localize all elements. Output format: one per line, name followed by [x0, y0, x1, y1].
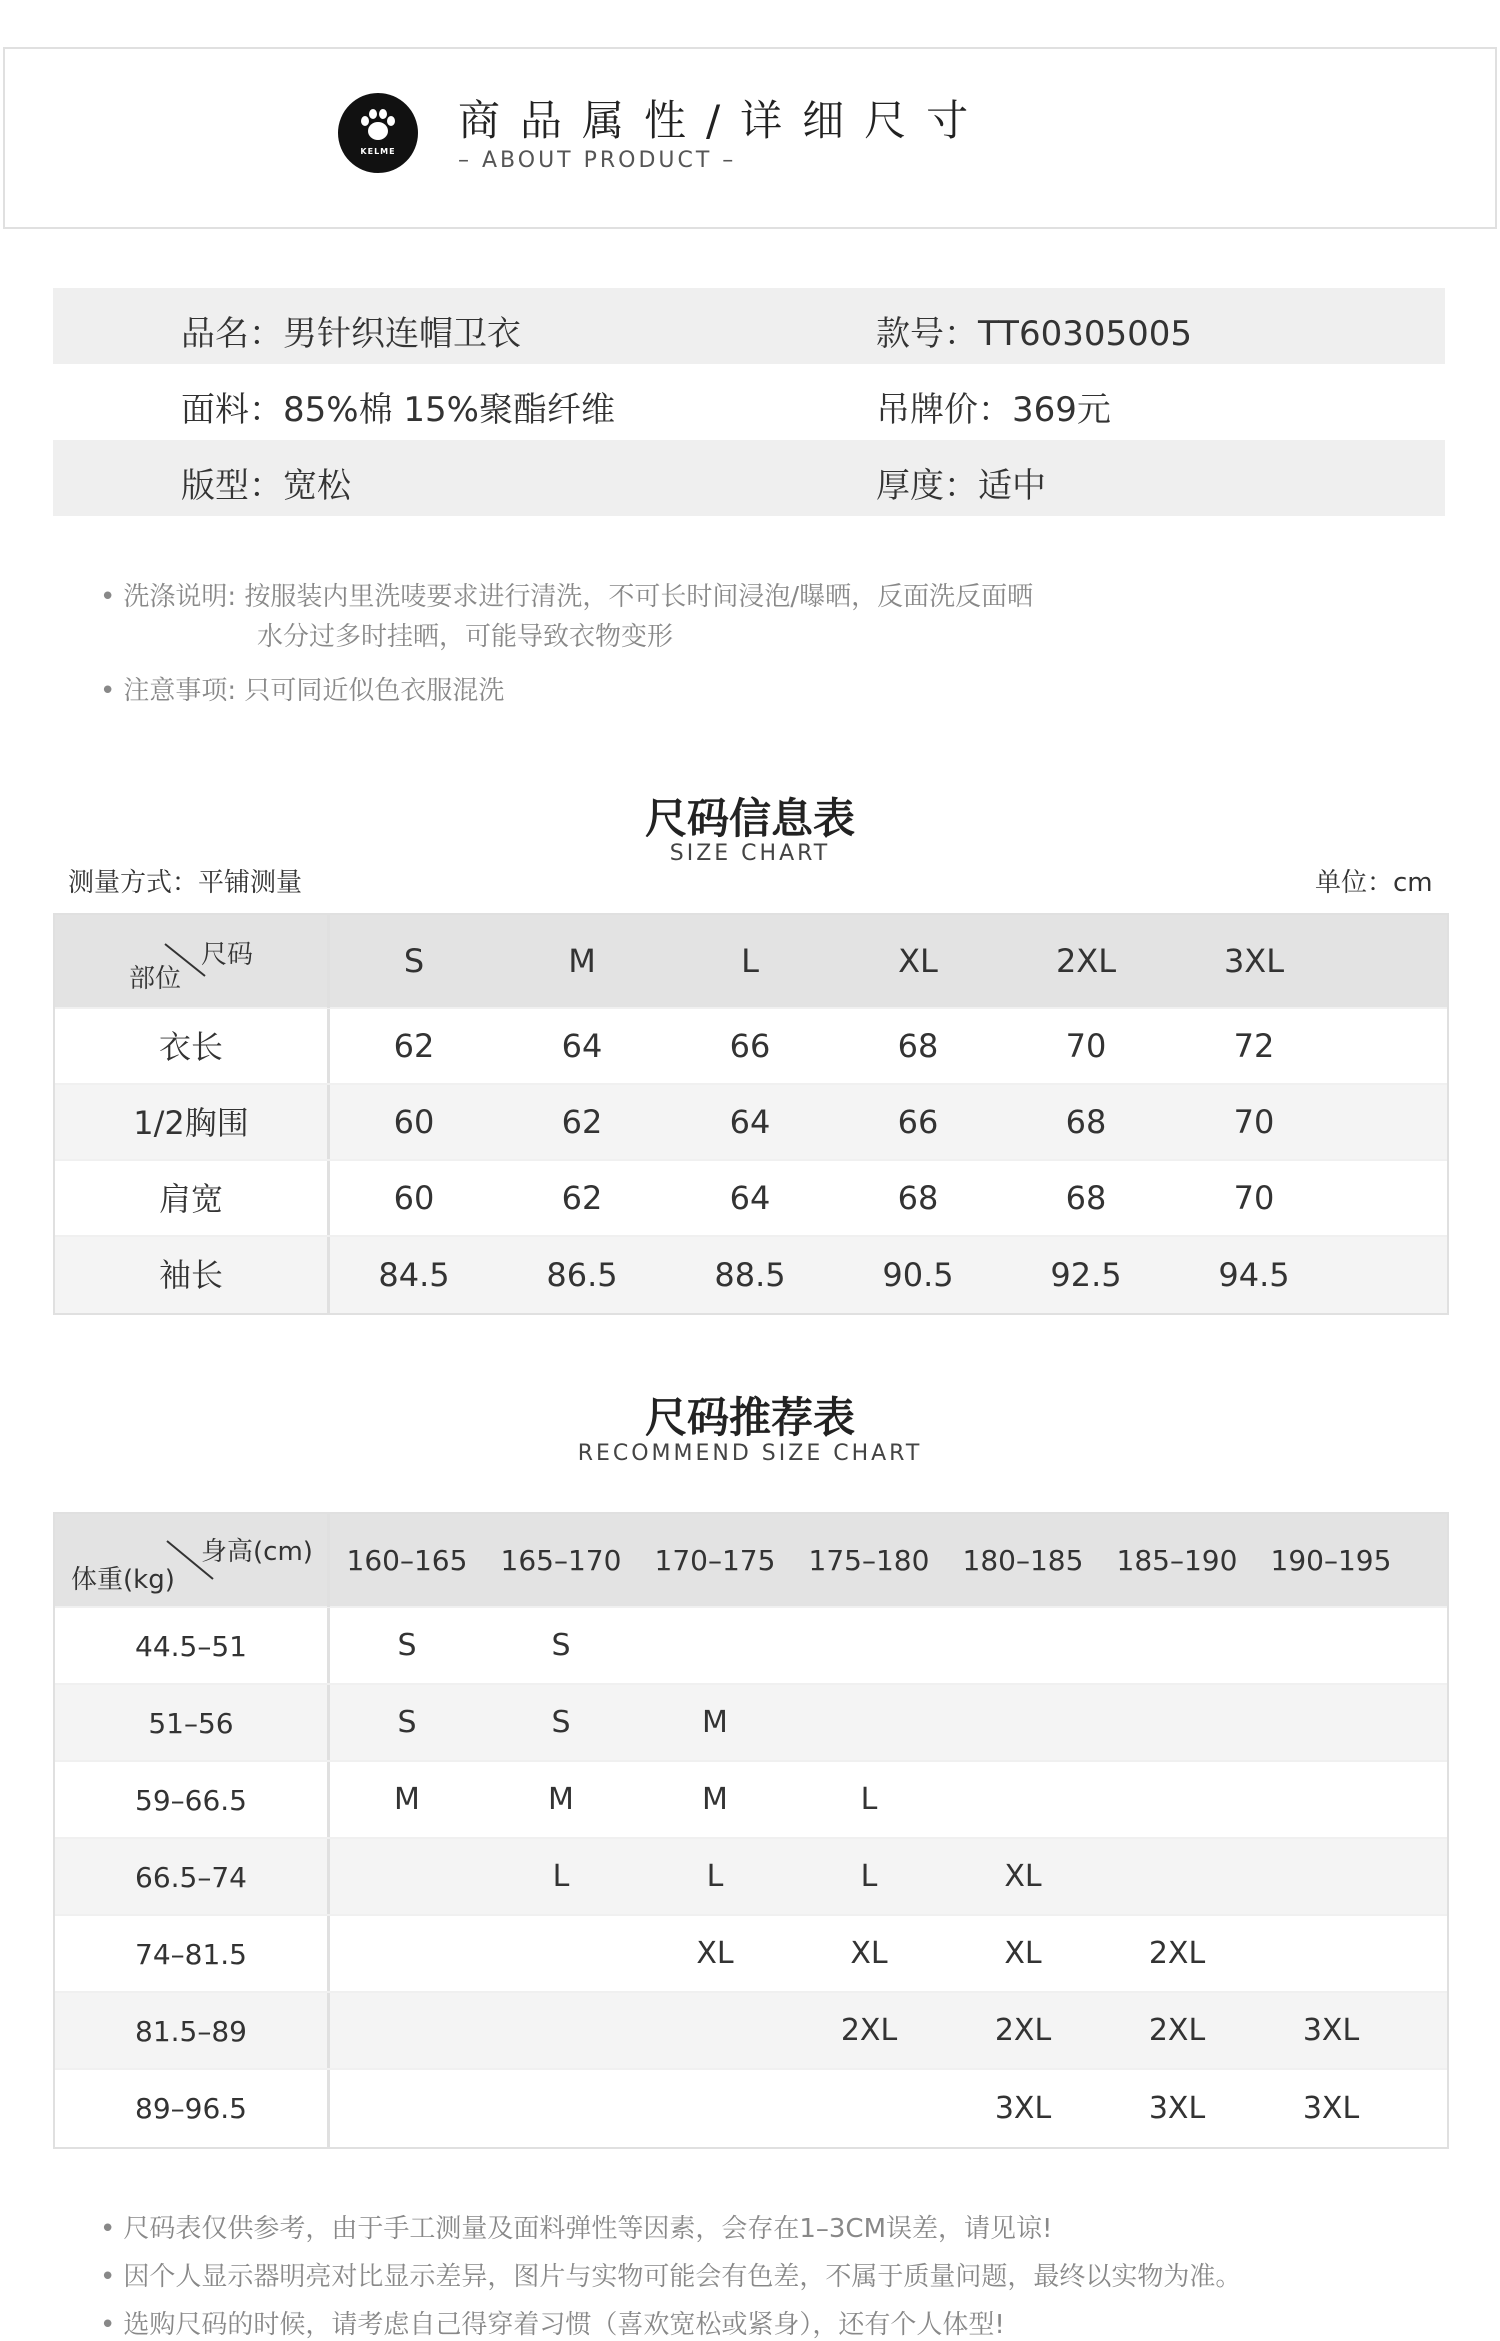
corner-cell [55, 1513, 330, 1607]
table-cell: 64 [729, 1103, 771, 1141]
table-cell: M [702, 1705, 728, 1740]
table-cell: 64 [561, 1027, 603, 1065]
recommend-chart-title: 尺码推荐表 [644, 1393, 855, 1442]
height-header: 185–190 [1116, 1543, 1238, 1577]
size-header: 3XL [1223, 942, 1285, 980]
weight-label: 66.5–74 [55, 1839, 330, 1914]
table-cell: 70 [1233, 1179, 1275, 1217]
measure-method: 测量方式：平铺测量 [68, 868, 303, 898]
size-header: L [741, 942, 759, 980]
weight-label: 89–96.5 [55, 2070, 330, 2147]
corner-bottom-label: 体重(kg) [71, 1565, 175, 1595]
table-cell: S [397, 1705, 417, 1740]
table-cell: XL [696, 1936, 734, 1971]
diagonal-line [55, 914, 330, 1008]
attribute-right: 吊牌价：369元 [876, 390, 1111, 430]
size-header: S [403, 942, 425, 980]
table-cell: 68 [1065, 1179, 1107, 1217]
page-title: 商品属性/详细尺寸 [458, 96, 989, 145]
table-cell: L [860, 1782, 878, 1817]
attribute-table [53, 288, 1445, 516]
kelme-logo [338, 93, 418, 173]
table-cell: L [860, 1859, 878, 1894]
table-cell: 94.5 [1218, 1256, 1290, 1294]
table-row [55, 1685, 1447, 1762]
table-cell: S [551, 1705, 571, 1740]
table-cell: 66 [897, 1103, 939, 1141]
table-cell: 62 [393, 1027, 435, 1065]
part-label: 衣长 [55, 1009, 330, 1083]
table-cell: 86.5 [546, 1256, 618, 1294]
attribute-left: 版型：宽松 [181, 466, 351, 506]
table-cell: L [706, 1859, 724, 1894]
table-cell: S [397, 1628, 417, 1663]
table-cell: 2XL [1148, 1936, 1206, 1971]
corner-top-label: 身高(cm) [201, 1537, 313, 1567]
table-cell: M [702, 1782, 728, 1817]
height-header: 160–165 [346, 1543, 468, 1577]
part-label: 袖长 [55, 1237, 330, 1313]
table-cell: 2XL [1148, 2013, 1206, 2048]
size-chart-title: 尺码信息表 [644, 794, 855, 843]
table-cell: M [394, 1782, 420, 1817]
attribute-right: 厚度：适中 [876, 466, 1046, 506]
table-row [55, 1085, 1447, 1161]
wash-note-cont: 水分过多时挂晒，可能导致衣物变形 [257, 622, 674, 652]
weight-label: 81.5–89 [55, 1993, 330, 2068]
table-cell: S [551, 1628, 571, 1663]
table-cell: 3XL [1302, 2091, 1360, 2126]
height-header: 165–170 [500, 1543, 622, 1577]
table-cell: XL [1004, 1859, 1042, 1894]
weight-label: 44.5–51 [55, 1608, 330, 1683]
attribute-right: 款号：TT60305005 [876, 314, 1192, 354]
table-cell: 88.5 [714, 1256, 786, 1294]
page-subtitle: – ABOUT PRODUCT – [458, 148, 737, 173]
attribute-row [53, 440, 1445, 516]
table-header-row [55, 1514, 1447, 1608]
table-cell: 60 [393, 1179, 435, 1217]
size-header: XL [898, 942, 938, 980]
table-cell: 72 [1233, 1027, 1275, 1065]
table-row [55, 1237, 1447, 1313]
height-header: 175–180 [808, 1543, 930, 1577]
paw-icon [358, 107, 398, 143]
table-cell: 2XL [994, 2013, 1052, 2048]
footer-note: • 尺码表仅供参考，由于手工测量及面料弹性等因素，会存在1–3CM误差，请见谅! [100, 2208, 1052, 2245]
table-cell: XL [1004, 1936, 1042, 1971]
table-cell: 84.5 [378, 1256, 450, 1294]
size-header: 2XL [1055, 942, 1117, 980]
weight-label: 59–66.5 [55, 1762, 330, 1837]
table-row [55, 1161, 1447, 1237]
table-cell: 3XL [994, 2091, 1052, 2126]
table-cell: 62 [561, 1179, 603, 1217]
corner-cell [55, 914, 330, 1008]
part-label: 肩宽 [55, 1161, 330, 1235]
corner-top-label: 尺码 [201, 940, 254, 970]
wash-note: • 洗涤说明: 按服装内里洗唛要求进行清洗，不可长时间浸泡/曝晒，反面洗反面晒 [100, 576, 1033, 613]
corner-bottom-label: 部位 [129, 964, 182, 994]
table-cell: L [552, 1859, 570, 1894]
table-cell: 62 [561, 1103, 603, 1141]
attribute-left: 面料：85%棉 15%聚酯纤维 [181, 390, 615, 430]
logo-text: KELME [360, 147, 396, 156]
table-cell: 70 [1065, 1027, 1107, 1065]
size-header: M [568, 942, 596, 980]
table-row [55, 2070, 1447, 2147]
table-cell: M [548, 1782, 574, 1817]
attribute-left: 品名：男针织连帽卫衣 [181, 314, 521, 354]
attribute-row [53, 364, 1445, 440]
table-cell: 64 [729, 1179, 771, 1217]
table-row [55, 1916, 1447, 1993]
height-header: 180–185 [962, 1543, 1084, 1577]
unit-label: 单位：cm [1315, 868, 1433, 898]
weight-label: 74–81.5 [55, 1916, 330, 1991]
weight-label: 51–56 [55, 1685, 330, 1760]
table-cell: 68 [1065, 1103, 1107, 1141]
height-header: 190–195 [1270, 1543, 1392, 1577]
table-cell: 2XL [840, 2013, 898, 2048]
attention-note: • 注意事项: 只可同近似色衣服混洗 [100, 670, 504, 707]
table-cell: 68 [897, 1027, 939, 1065]
table-row [55, 1993, 1447, 2070]
height-header: 170–175 [654, 1543, 776, 1577]
table-cell: 92.5 [1050, 1256, 1122, 1294]
table-cell: 3XL [1148, 2091, 1206, 2126]
table-cell: 3XL [1302, 2013, 1360, 2048]
table-row [55, 1762, 1447, 1839]
size-chart-subtitle: SIZE CHART [669, 841, 831, 866]
footer-note: • 选购尺码的时候，请考虑自己得穿着习惯（喜欢宽松或紧身），还有个人体型! [100, 2304, 1005, 2341]
recommend-table [53, 1512, 1449, 2149]
table-row [55, 1839, 1447, 1916]
table-cell: 66 [729, 1027, 771, 1065]
table-row [55, 1009, 1447, 1085]
table-row [55, 1608, 1447, 1685]
table-cell: 60 [393, 1103, 435, 1141]
size-table [53, 913, 1449, 1315]
table-cell: 68 [897, 1179, 939, 1217]
footer-note: • 因个人显示器明亮对比显示差异，图片与实物可能会有色差，不属于质量问题，最终以实物为准。 [100, 2256, 1241, 2293]
table-cell: 70 [1233, 1103, 1275, 1141]
table-header-row [55, 915, 1447, 1009]
recommend-chart-subtitle: RECOMMEND SIZE CHART [577, 1441, 923, 1466]
part-label: 1/2胸围 [55, 1085, 330, 1159]
attribute-row [53, 288, 1445, 364]
table-cell: 90.5 [882, 1256, 954, 1294]
table-cell: XL [850, 1936, 888, 1971]
